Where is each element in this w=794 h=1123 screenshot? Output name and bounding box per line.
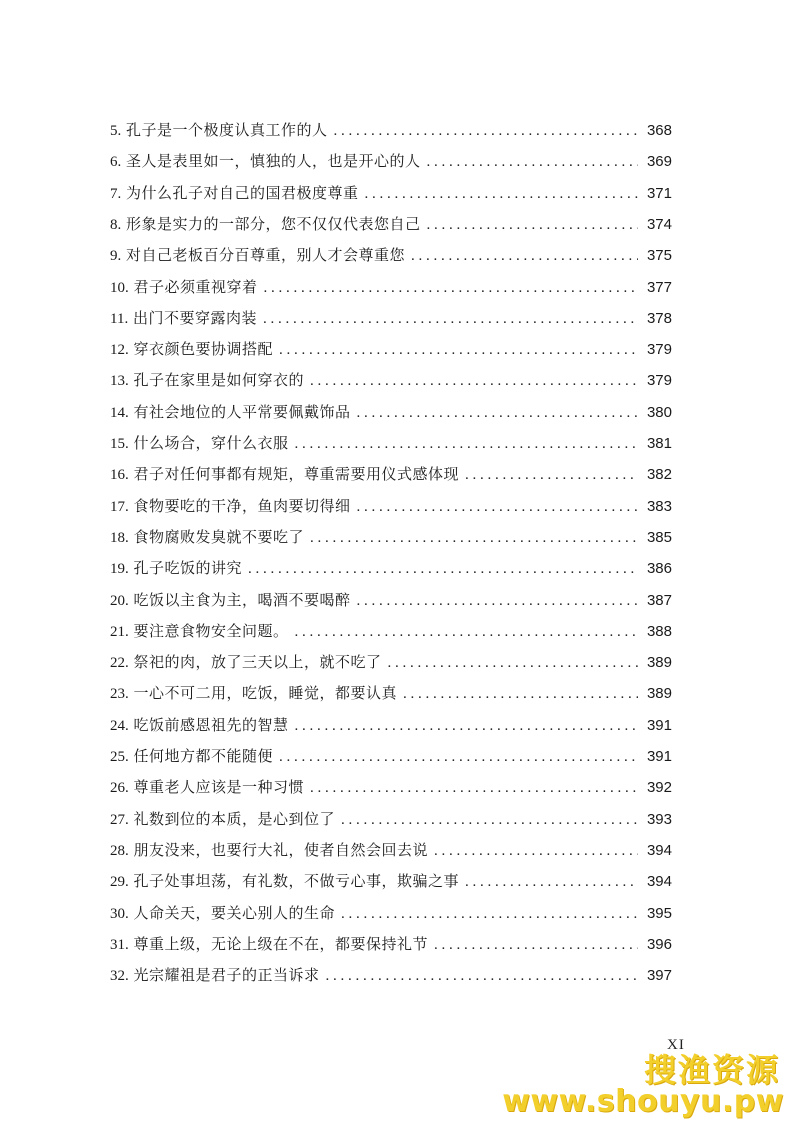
- toc-entry: [110, 431, 672, 455]
- toc-entry-title: 食物腐败发臭就不要吃了: [133, 527, 305, 546]
- toc-entry-page: 392: [646, 779, 672, 797]
- toc-entry-number: 17.: [110, 498, 129, 515]
- toc-entry-number: 14.: [110, 404, 129, 421]
- toc-entry-title: 有社会地位的人平常要佩戴饰品: [133, 402, 351, 421]
- toc-dot-leader: [295, 714, 638, 738]
- toc-dot-leader: [248, 557, 638, 581]
- toc-entry-title: 光宗耀祖是君子的正当诉求: [133, 966, 320, 985]
- toc-entry-title: 穿衣颜色要协调搭配: [133, 340, 274, 359]
- toc-entry-page: 395: [646, 904, 672, 922]
- toc-entry-number: 5.: [110, 123, 122, 139]
- toc-dot-leader: [388, 651, 638, 675]
- toc-entry: [110, 212, 672, 236]
- toc-dot-leader: [357, 589, 638, 613]
- toc-entry: [110, 181, 672, 205]
- toc-entry-number: 16.: [110, 467, 129, 484]
- toc-entry-page: 368: [646, 122, 672, 139]
- toc-entry-page: 381: [646, 435, 672, 452]
- toc-entry-number: 19.: [110, 561, 129, 578]
- toc-entry-number: 31.: [110, 936, 129, 953]
- toc-dot-leader: [310, 526, 638, 550]
- toc-entry-page: 379: [646, 372, 672, 390]
- toc-entry: [110, 963, 672, 987]
- toc-entry-title: 尊重上级，无论上级在不在，都要保持礼节: [133, 934, 429, 953]
- toc-entry-number: 12.: [110, 342, 129, 359]
- toc-entry-title: 朋友没来，也要行大礼，使者自然会回去说: [133, 840, 429, 859]
- toc-entry-page: 383: [646, 497, 672, 515]
- toc-dot-leader: [326, 964, 638, 988]
- toc-entry-title: 孔子吃饭的讲究: [133, 559, 243, 578]
- toc-entry-title: 什么场合，穿什么衣服: [133, 434, 289, 452]
- toc-dot-leader: [341, 902, 638, 926]
- toc-entry-number: 32.: [110, 968, 129, 985]
- toc-dot-leader: [279, 745, 638, 769]
- toc-entry-title: 孔子是一个极度认真工作的人: [126, 121, 328, 139]
- toc-entry-title: 圣人是表里如一，慎独的人，也是开心的人: [126, 152, 421, 171]
- toc-entry: [110, 869, 672, 893]
- toc-entry-page: 369: [646, 153, 672, 171]
- toc-entry: [110, 681, 672, 705]
- toc-entry-page: 391: [646, 748, 672, 765]
- toc-entry-page: 379: [646, 341, 672, 359]
- toc-entry-page: 386: [646, 560, 672, 578]
- toc-entry-title: 食物要吃的干净，鱼肉要切得细: [133, 496, 351, 515]
- toc-dot-leader: [310, 369, 638, 393]
- toc-entry-page: 380: [646, 403, 672, 421]
- toc-entry-title: 要注意食物安全问题。: [133, 621, 289, 640]
- toc-entry: [110, 775, 672, 799]
- toc-entry: [110, 713, 672, 737]
- toc-entry-title: 一心不可二用，吃饭，睡觉，都要认真: [133, 684, 398, 703]
- toc-dot-leader: [465, 870, 638, 894]
- toc-entry-number: 13.: [110, 373, 129, 390]
- toc-entry: [110, 901, 672, 925]
- toc-entry-number: 7.: [110, 185, 122, 202]
- toc-entry: [110, 588, 672, 612]
- toc-dot-leader: [310, 776, 638, 800]
- toc-dot-leader: [279, 338, 638, 362]
- toc-dot-leader: [264, 276, 638, 300]
- toc-entry-number: 28.: [110, 842, 129, 859]
- toc-entry: [110, 368, 672, 392]
- toc-entry: [110, 275, 672, 299]
- toc-entry-title: 任何地方都不能随便: [133, 747, 274, 765]
- watermark-text: 搜渔资源: [643, 1051, 780, 1089]
- toc-dot-leader: [434, 933, 638, 957]
- toc-entry-number: 25.: [110, 749, 129, 765]
- toc-entry-number: 21.: [110, 623, 129, 640]
- toc-entry-title: 人命关天，要关心别人的生命: [133, 903, 336, 922]
- toc-entry-number: 26.: [110, 780, 129, 797]
- toc-entry-number: 8.: [110, 216, 122, 233]
- toc-entry-title: 对自己老板百分百尊重，别人才会尊重您: [126, 246, 406, 265]
- toc-entry-number: 15.: [110, 436, 129, 452]
- toc-entry-title: 君子必须重视穿着: [133, 277, 258, 296]
- toc-entry: [110, 337, 672, 361]
- toc-entry-title: 形象是实力的一部分，您不仅仅代表您自己: [126, 214, 421, 233]
- toc-entry-page: 389: [646, 654, 672, 672]
- toc-entry-page: 385: [646, 528, 672, 546]
- toc-entry-title: 祭祀的肉，放了三天以上，就不吃了: [133, 653, 382, 672]
- toc-entry-number: 18.: [110, 529, 129, 546]
- toc-entry-number: 30.: [110, 905, 129, 922]
- toc-entry-page: 394: [646, 841, 672, 859]
- toc-entry-page: 388: [646, 622, 672, 640]
- toc-entry-title: 尊重老人应该是一种习惯: [133, 778, 305, 797]
- toc-dot-leader: [357, 495, 638, 519]
- toc-dot-leader: [411, 244, 638, 268]
- toc-entry: [110, 619, 672, 643]
- toc-dot-leader: [334, 119, 638, 143]
- toc-entry-title: 君子对任何事都有规矩，尊重需要用仪式感体现: [133, 465, 460, 484]
- toc-dot-leader: [357, 401, 638, 425]
- toc-dot-leader: [403, 682, 638, 706]
- toc-entry-page: 397: [646, 967, 672, 985]
- toc-entry-page: 378: [646, 309, 672, 327]
- toc-entry-number: 29.: [110, 874, 129, 891]
- toc-entry-page: 387: [646, 591, 672, 609]
- toc-entry-number: 23.: [110, 686, 129, 703]
- toc-entry-number: 22.: [110, 655, 129, 672]
- toc-dot-leader: [263, 307, 638, 331]
- toc-entry-number: 27.: [110, 811, 129, 828]
- toc-entry: [110, 525, 672, 549]
- toc-entry: [110, 462, 672, 486]
- toc-entry-page: 391: [646, 716, 672, 734]
- toc-entry: [110, 932, 672, 956]
- toc-entry: [110, 744, 672, 768]
- toc-entry-number: 11.: [110, 310, 129, 327]
- toc-dot-leader: [365, 182, 638, 206]
- toc-entry-number: 9.: [110, 248, 122, 265]
- toc-entry-title: 吃饭以主食为主，喝酒不要喝醉: [133, 590, 351, 609]
- toc-entry: [110, 400, 672, 424]
- toc-dot-leader: [427, 150, 638, 174]
- toc-entry-page: 393: [646, 810, 672, 828]
- watermark-url: www.shouyu.pw: [502, 1084, 784, 1119]
- toc-entry-page: 374: [646, 215, 672, 233]
- toc-dot-leader: [295, 620, 638, 644]
- toc-entry-page: 394: [646, 873, 672, 891]
- toc-entry: [110, 650, 672, 674]
- toc-dot-leader: [434, 839, 638, 863]
- toc-entry: [110, 556, 672, 580]
- toc-entry: [110, 118, 672, 142]
- toc-entry-title: 礼数到位的本质，是心到位了: [133, 809, 336, 828]
- toc-entry-page: 377: [646, 278, 672, 296]
- toc-entry: [110, 494, 672, 518]
- page-number: XI: [667, 1037, 685, 1053]
- toc-entry: [110, 807, 672, 831]
- toc-dot-leader: [341, 808, 638, 832]
- toc-entry: [110, 838, 672, 862]
- toc-entry-number: 10.: [110, 279, 129, 296]
- toc-entry-number: 24.: [110, 717, 129, 734]
- toc-entry-title: 孔子在家里是如何穿衣的: [133, 371, 305, 390]
- toc-entry-number: 6.: [110, 154, 122, 171]
- toc-entry-title: 孔子处事坦荡，有礼数，不做亏心事，欺骗之事: [133, 872, 460, 891]
- toc-entry-title: 为什么孔子对自己的国君极度尊重: [126, 183, 359, 202]
- toc-entry-page: 382: [646, 466, 672, 484]
- toc-entry-page: 371: [646, 184, 672, 202]
- toc-entry-page: 396: [646, 935, 672, 953]
- toc-dot-leader: [295, 432, 638, 456]
- toc-entry-title: 吃饭前感恩祖先的智慧: [133, 715, 289, 734]
- toc-entry-number: 20.: [110, 592, 129, 609]
- toc-entry-page: 389: [646, 685, 672, 703]
- toc-dot-leader: [427, 213, 638, 237]
- toc-dot-leader: [465, 463, 638, 487]
- toc-entry: [110, 306, 672, 330]
- toc-entry-page: 375: [646, 247, 672, 265]
- toc-entry-title: 出门不要穿露肉装: [132, 308, 257, 327]
- toc-entry: [110, 243, 672, 267]
- toc-entry: [110, 149, 672, 173]
